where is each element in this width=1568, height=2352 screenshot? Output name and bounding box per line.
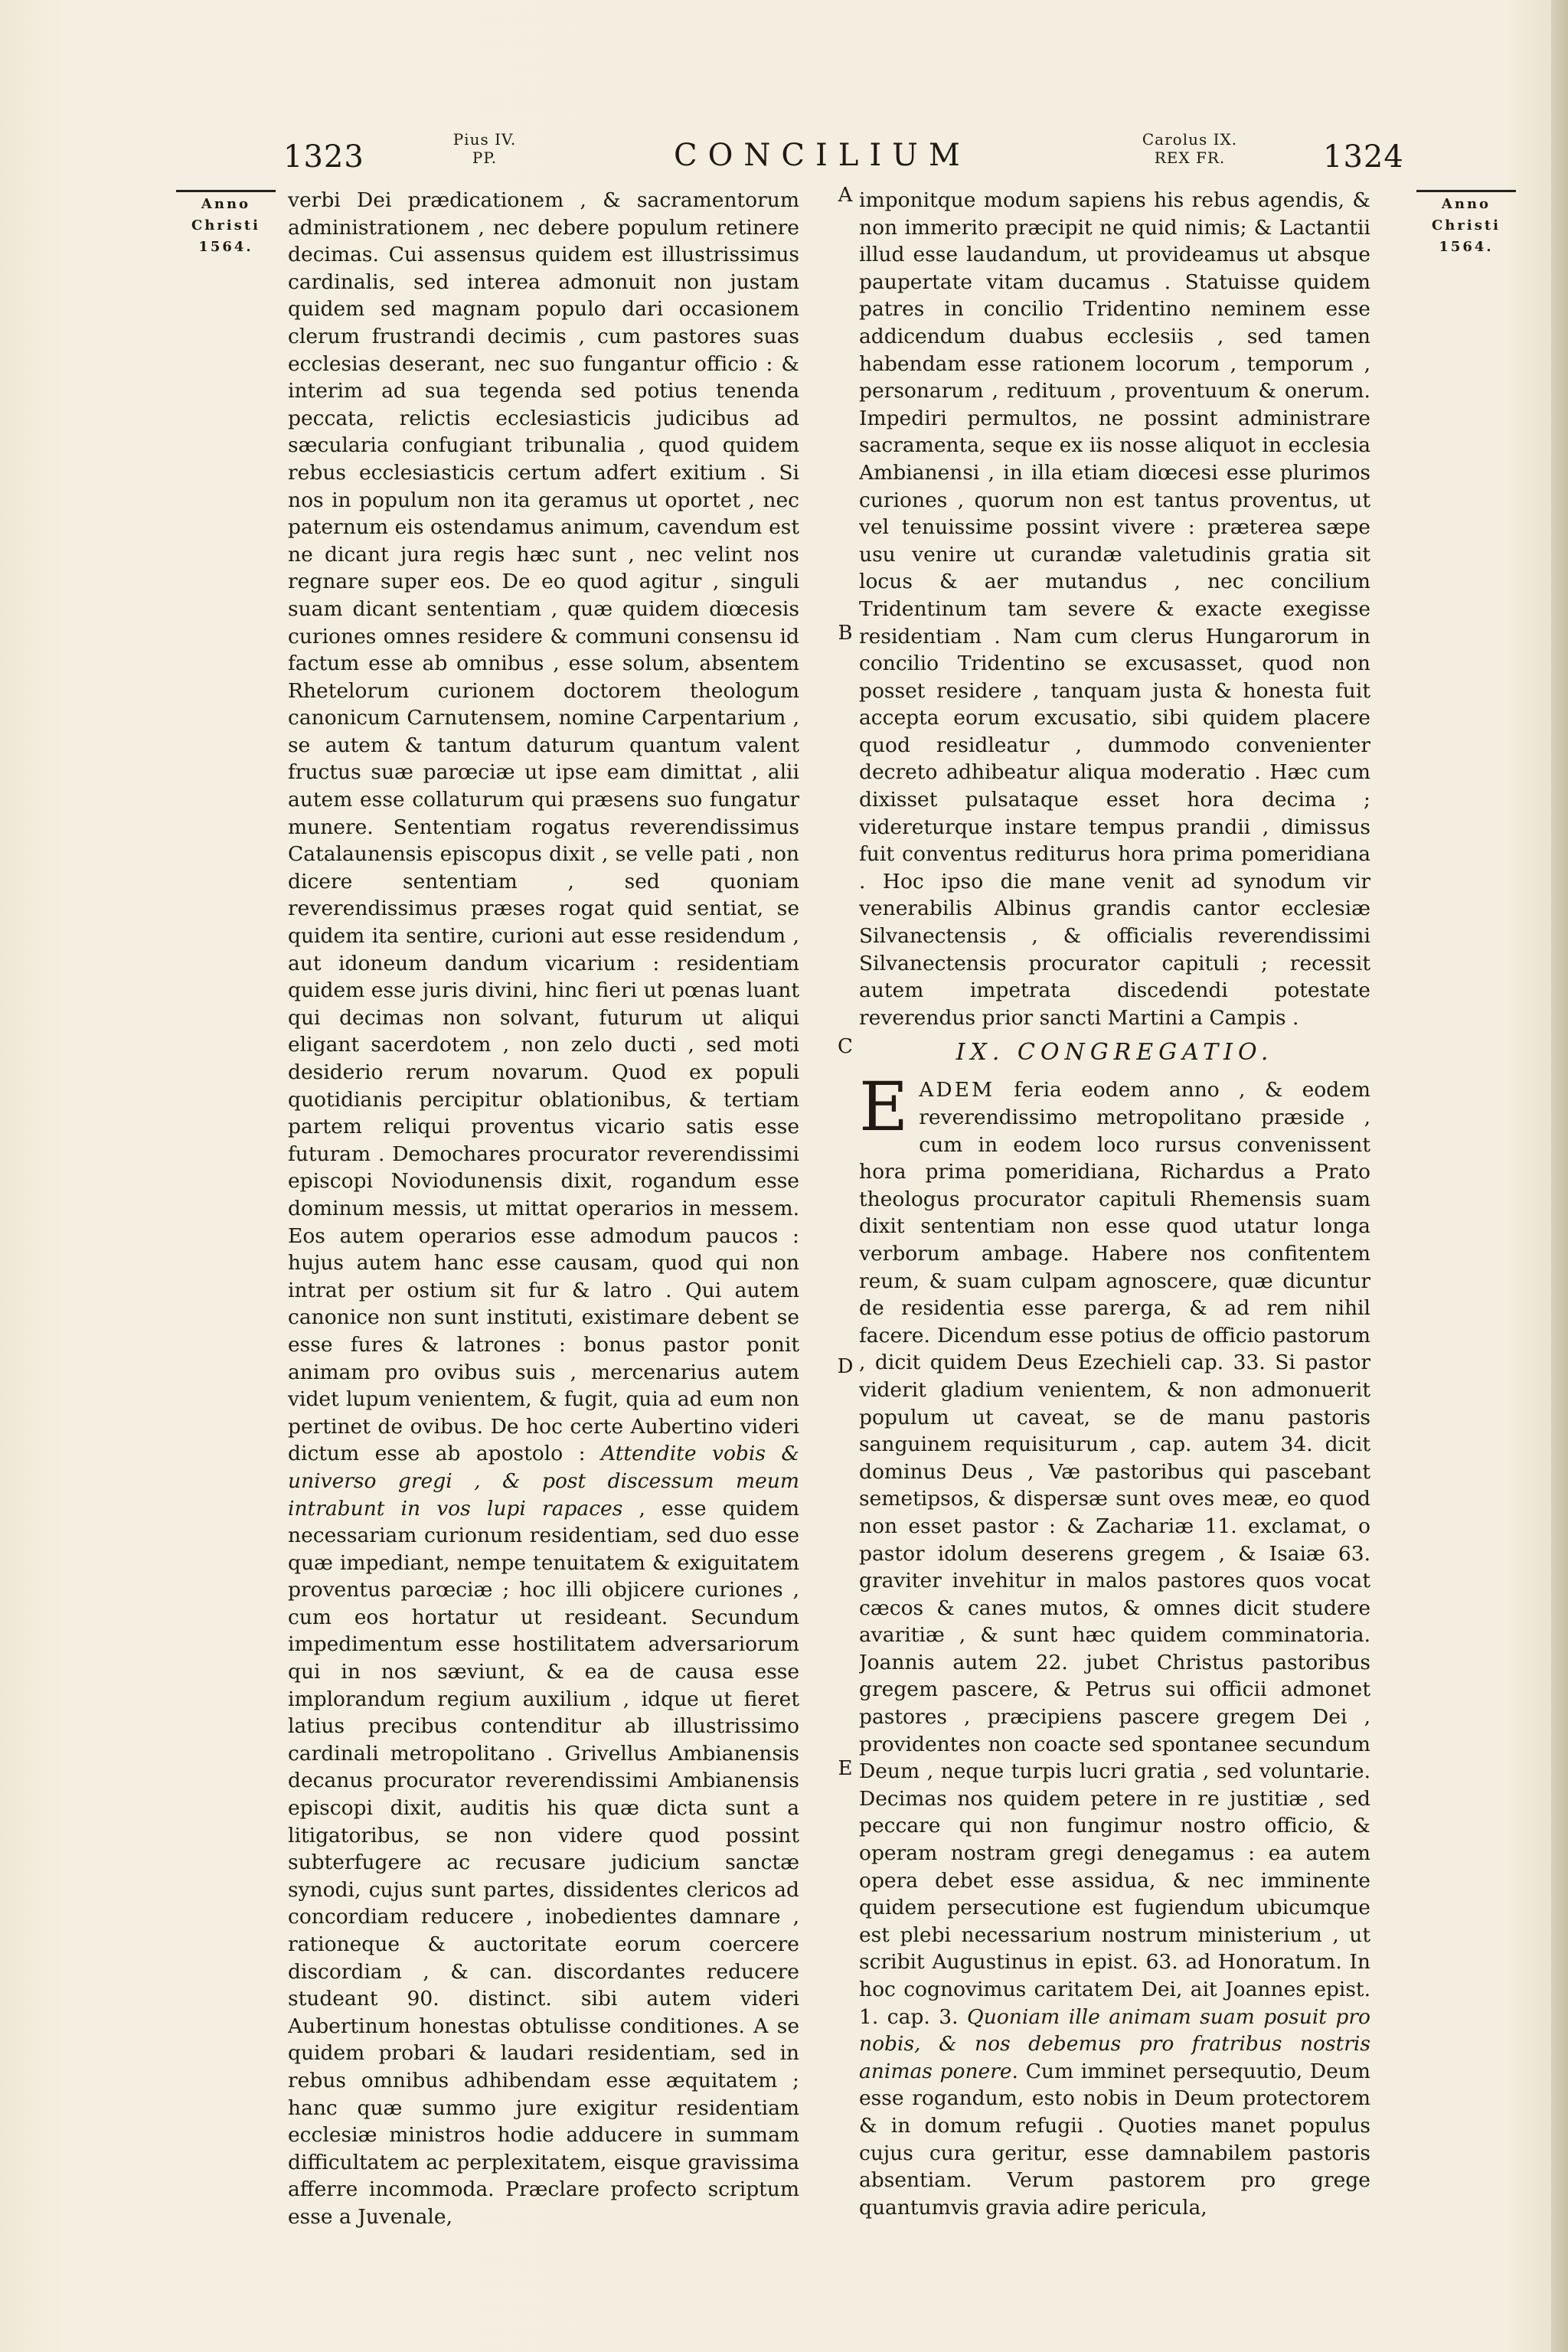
congregation-paragraph	[859, 1067, 1370, 2221]
section-letter-c: C	[838, 1035, 853, 1058]
page-title: CONCILIUM	[674, 138, 971, 173]
right-quote: Quoniam ille animam suam posuit pro nobis, & nos debemus pro fratribus nostris animas ponere	[859, 2004, 1370, 2083]
right-column-body	[859, 187, 1370, 1031]
king-heading	[1113, 130, 1266, 167]
lead-word: ADEM	[919, 1078, 995, 1102]
king-name: Carolus IX.	[1142, 130, 1238, 149]
margin-year: 1564.	[1439, 239, 1494, 255]
section-heading: IX. CONGREGATIO.	[956, 1039, 1274, 1067]
left-column-body	[288, 187, 799, 2231]
margin-word-christi: Christi	[191, 217, 261, 234]
right-column	[859, 187, 1370, 2231]
section-letter-d: D	[837, 1355, 854, 1378]
pope-title: PP.	[472, 149, 498, 167]
king-title: REX FR.	[1154, 149, 1226, 167]
right-text-part1: imponitque modum sapiens his rebus agendis, & non immerito præcipit ne quid nimis; & Lactantii illud esse laudandum, ut provideamus ut absque paupertate vitam ducamus . Statuisse quidem patres in concilio Tridentino neminem esse addicendum duabus ecclesiis , sed tamen habendam esse rationem locorum , temporum , personarum , redituum , proventuum & onerum. Impediri permultos, ne possint administrare sacramenta, seque ex iis nosse aliquot in ecclesia Ambianensi , in illa etiam diœcesi esse plurimos curiones , quorum non est tantus proventus, ut vel tenuissime possint vivere : præterea sæpe usu venire ut curandæ valetudinis gratia sit locus & aer mutandus , nec concilium Tridentinum tam severe & exacte exegisse residentiam . Nam cum clerus Hungarorum in concilio Tridentino se excusasset, quod non posset residere , tanquam justa & honesta fuit accepta eorum excusatio, sibi quidem placere quod residleatur , dummodo convenienter decreto adhibeatur aliqua moderatio . Hæc cum dixisset pulsataque esset hora decima ; videreturque instare tempus prandii , dimissus fuit conventus rediturus hora prima pomeridiana . Hoc ipso die mane venit ad synodum vir venerabilis Albinus grandis cantor ecclesiæ Silvanectensis , & officialis reverendissimi Silvanectensis procurator capituli ; recessit autem impetrata discedendi potestate reverendus prior sancti Martini a Campis .	[859, 188, 1370, 1030]
margin-word-anno: Anno	[201, 196, 251, 212]
page-number-left: 1323	[283, 139, 364, 175]
pope-heading	[443, 130, 527, 167]
book-spine	[1551, 0, 1568, 2352]
section-letter-e: E	[838, 1757, 853, 1780]
left-column	[288, 187, 799, 2231]
left-text-part2: , esse quidem necessariam curionum residentiam, sed duo esse quæ impediant, nempe tenuitatem & exiguitatem proventus parœciæ ; hoc illi objicere curiones , cum eos hortatur ut resideant. Secundum impedimentum esse hostilitatem adversariorum qui in nos sæviunt, & ea de causa esse implorandum regium auxilium , idque ut fieret latius precibus contenditur ab illustrissimo cardinali metropolitano . Grivellus Ambianensis decanus procurator reverendissimi Ambianensis episcopi dixit, auditis his quæ dicta sunt a litigatoribus, se non videre quod possint subterfugere ac recusare judicium sanctæ synodi, cujus sunt partes, dissidentes clericos ad concordiam reducere , inobedientes damnare , rationeque & auctoritate eorum coercere discordiam , & can. discordantes reducere studeant 90. distinct. sibi autem videri Aubertinum honestas obtulisse conditiones. A se quidem probari & laudari residentiam, sed in rebus omnibus adhibendam esse æquitatem ; hanc quæ summo jure exigitur residentiam ecclesiæ ministros hodie adducere in summam difficultatem ac perplexitatem, eisque gravissima afferre incommoda. Præclare profecto scriptum esse a Juvenale,	[288, 1496, 799, 2229]
right-text-part2: feria eodem anno , & eodem reverendissimo metropolitano præside , cum in eodem loco rursus convenissent hora prima pomeridiana, Richardus a Prato theologus procurator capituli Rhemensis suam dixit sententiam non esse quod utatur longa verborum ambage. Habere nos confitentem reum, & suam culpam agnoscere, quæ dicuntur de residentia esse parerga, & ad rem nihil facere. Dicendum esse potius de officio pastorum , dicit quidem Deus Ezechieli cap. 33. Si pastor viderit gladium venientem, & non admonuerit populum ut caveat, se de manu pastoris sanguinem requisiturum , cap. autem 34. dicit dominus Deus , Væ pastoribus qui pascebant semetipsos, & dispersæ sunt oves meæ, eo quod non esset pastor : & Zachariæ 11. exclamat, o pastor idolum deserens gregem , & Isaiæ 63. graviter invehitur in malos pastores quos vocat cæcos & canes mutos, & omnes dicit studere avaritiæ , & sunt hæc quidem comminatoria. Joannis autem 22. jubet Christus pastoribus gregem pascere, & Petrus sui officii admonet pastores , præcipiens pascere gregem Dei , providentes non coacte sed spontanee secundum Deum , neque turpis lucri gratia , sed voluntarie. Decimas nos quidem petere in re justitiæ , sed peccare qui non fungimur nostro officio, & operam nostram gregi denegamus : ea autem opera debet esse assidua, & nec imminente quidem persecutione est fugiendum ubicumque est plebi necessarium nostrum ministerium , ut scribit Augustinus in epist. 63. ad Honoratum. In hoc cognovimus caritatem Dei, ait Joannes epist. 1. cap. 3.	[859, 1078, 1370, 2029]
margin-year-left	[176, 190, 276, 258]
margin-word-christi: Christi	[1431, 217, 1501, 234]
left-quote: Attendite vobis & universo gregi , & post discessum meum intrabunt in vos lupi rapaces	[288, 1442, 799, 1521]
pope-name: Pius IV.	[452, 130, 517, 149]
running-header	[0, 130, 1568, 184]
section-letter-b: B	[838, 622, 853, 645]
margin-year: 1564.	[198, 239, 253, 255]
right-text-part3: . Cum imminet persequutio, Deum esse rogandum, esto nobis in Deum protectorem & in domum refugii . Quoties manet populus cujus cura geritur, esse damnabilem pastoris absentiam. Verum pastorem pro grege quantumvis gravia adire pericula,	[859, 2059, 1370, 2220]
section-letter-a: A	[838, 184, 853, 207]
drop-cap: E	[859, 1067, 909, 1147]
page-number-right: 1324	[1323, 139, 1404, 175]
margin-year-right	[1416, 190, 1516, 258]
margin-word-anno: Anno	[1441, 196, 1491, 212]
left-text-part1: verbi Dei prædicationem , & sacramentorum administrationem , nec debere populum retinere decimas. Cui assensus quidem est illustrissimus cardinalis, sed interea admonuit non justam quidem sed magnam populo dari occasionem clerum frustrandi decimis , cum pastores suas ecclesias deserant, nec suo fungantur officio : & interim ad sua tegenda sed potius tenenda peccata, relictis ecclesiasticis judicibus ad sæcularia confugiant tribunalia , quod quidem rebus ecclesiasticis certum adfert exitium . Si nos in populum non ita geramus ut oportet , nec paternum eis ostendamus animum, cavendum est ne dicant jura regis hæc sunt , nec velint nos regnare super eos. De eo quod agitur , singuli suam dicant sententiam , quæ quidem diœcesis curiones omnes residere & communi consensu id factum esse ab omnibus , esse solum, absentem Rhetelorum curionem doctorem theologum canonicum Carnutensem, nomine Carpentarium , se autem & tantum daturum quantum valent fructus suæ parœciæ ut ipse eam dimittat , alii autem esse collaturum qui præsens suo fungatur munere. Sententiam rogatus reverendissimus Catalaunensis episcopus dixit , se velle pati , non dicere sententiam , sed quoniam reverendissimus præses rogat quid sentiat, se quidem ita sentire, curioni aut esse residendum , aut idoneum dandum vicarium : residentiam quidem esse juris divini, hinc fieri ut pœnas luant qui decimas non solvant, futurum ut aliqui eligant sacerdotem , non zelo ducti , sed moti desiderio rerum novarum. Quod ex populi quotidianis percipitur oblationibus, & tertiam partem reliqui proventus vicario satis esse futuram . Demochares procurator reverendissimi episcopi Noviodunensis dixit, rogandum esse dominum messis, ut mittat operarios in messem. Eos autem operarios esse admodum paucos : hujus autem hanc esse causam, quod qui non intrat per ostium sit fur & latro . Qui autem canonice non sunt instituti, existimare debent se esse fures & latrones : bonus pastor ponit animam pro ovibus suis , mercenarius autem videt lupum venientem, & fugit, quia ad eum non pertinet de ovibus. De hoc certe Aubertino videri dictum esse ab apostolo :	[288, 188, 799, 1466]
